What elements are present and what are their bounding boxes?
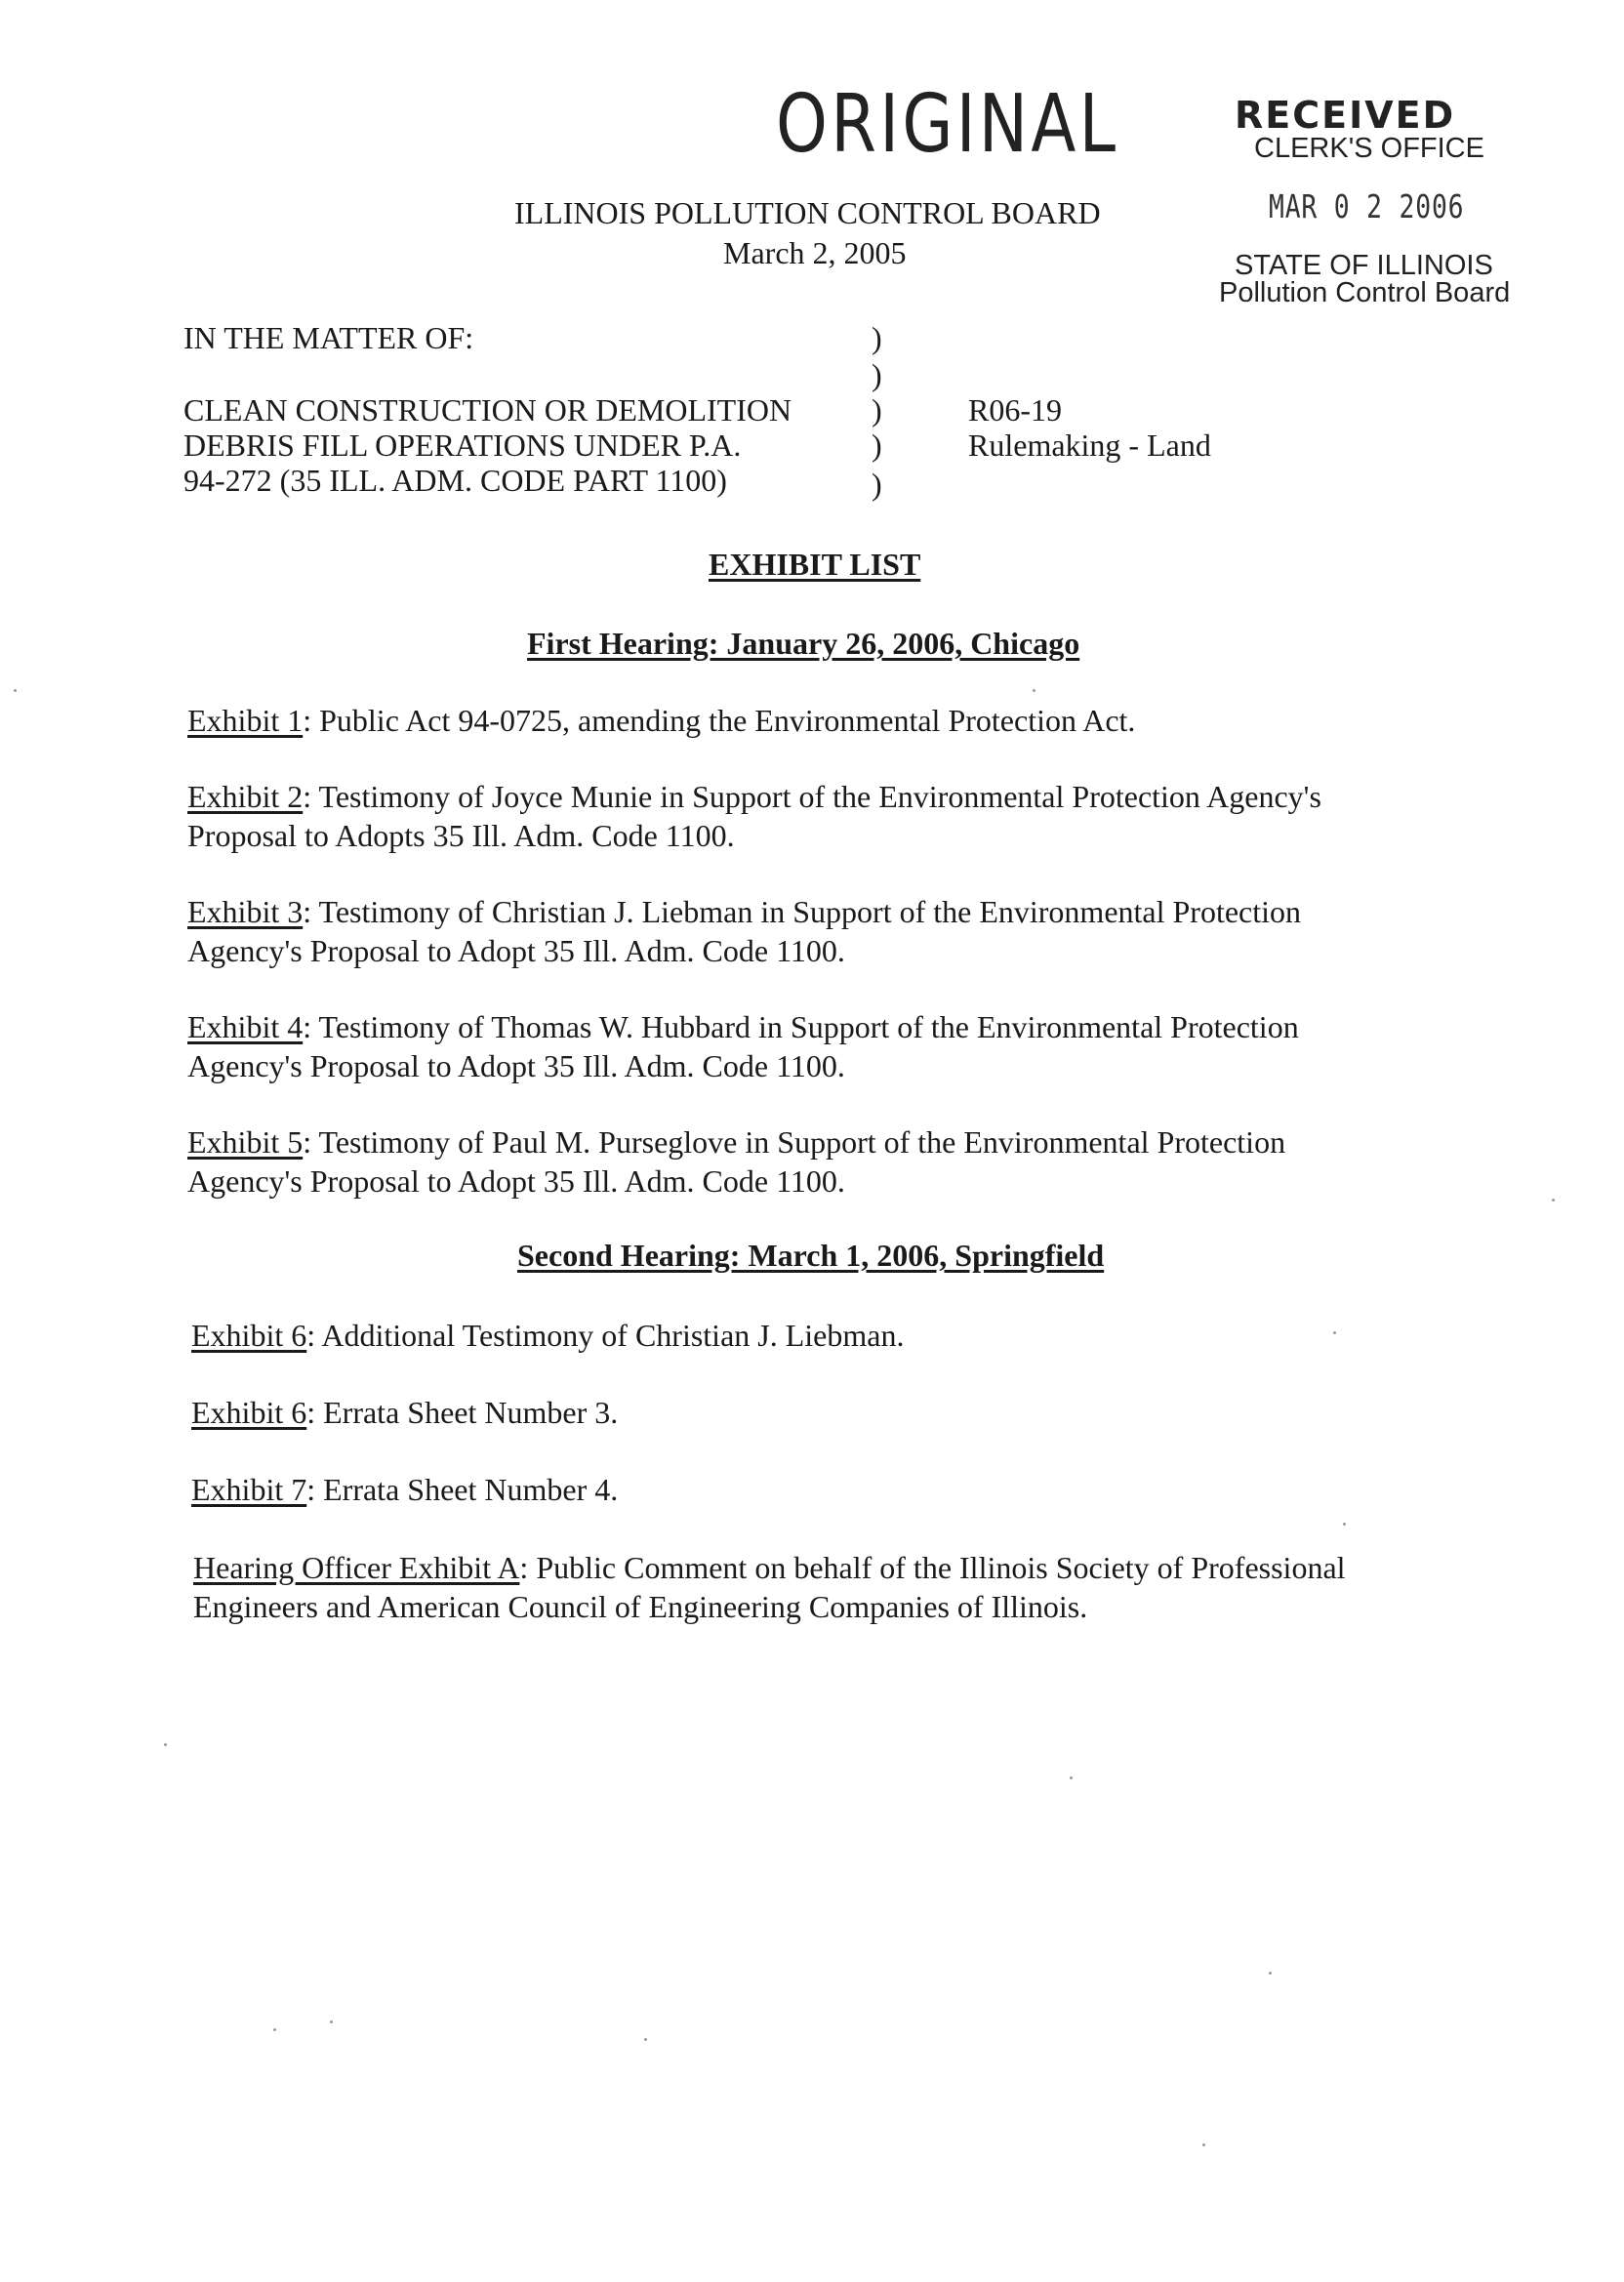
exhibit-description: : Testimony of Christian J. Liebman in Support of the Environmental Protection <box>303 894 1302 929</box>
scan-speck <box>1343 1523 1346 1526</box>
received-stamp-state: STATE OF ILLINOIS <box>1235 250 1493 281</box>
caption-paren: ) <box>872 357 882 392</box>
exhibit-label: Hearing Officer Exhibit A <box>193 1550 520 1585</box>
exhibit-description: : Public Act 94-0725, amending the Environmental Protection Act. <box>303 703 1136 738</box>
exhibit-entry <box>187 1007 1299 1085</box>
exhibit-entry <box>187 892 1301 970</box>
scan-speck <box>273 2028 276 2031</box>
received-stamp-office: CLERK'S OFFICE <box>1254 133 1484 164</box>
section-heading-first-hearing: First Hearing: January 26, 2006, Chicago <box>527 626 1080 661</box>
exhibit-description: : Testimony of Thomas W. Hubbard in Support of the Environmental Protection <box>303 1009 1299 1044</box>
exhibit-description: : Additional Testimony of Christian J. Liebman. <box>306 1318 905 1353</box>
exhibit-entry <box>193 1548 1346 1626</box>
caption-paren: ) <box>872 428 882 463</box>
exhibit-description: : Errata Sheet Number 3. <box>306 1395 619 1430</box>
exhibit-label: Exhibit 4 <box>187 1009 304 1044</box>
exhibit-description-continued: Proposal to Adopts 35 Ill. Adm. Code 1100. <box>187 818 735 853</box>
exhibit-entry <box>187 701 1135 740</box>
exhibit-description: : Testimony of Paul M. Purseglove in Support of the Environmental Protection <box>303 1124 1286 1160</box>
exhibit-description-continued: Agency's Proposal to Adopt 35 Ill. Adm. Code 1100. <box>187 1048 845 1083</box>
in-the-matter-label: IN THE MATTER OF: <box>183 320 474 355</box>
exhibit-label: Exhibit 3 <box>187 894 304 929</box>
exhibit-description: : Errata Sheet Number 4. <box>306 1472 619 1507</box>
exhibit-description: : Public Comment on behalf of the Illinois Society of Professional <box>519 1550 1346 1585</box>
exhibit-entry <box>187 777 1321 855</box>
document-date: March 2, 2005 <box>723 235 907 270</box>
received-stamp-date: MAR 0 2 2006 <box>1269 187 1465 225</box>
caption-line-3: 94-272 (35 ILL. ADM. CODE PART 1100) <box>183 463 727 498</box>
exhibit-entry <box>191 1316 904 1355</box>
section-heading-second-hearing: Second Hearing: March 1, 2006, Springfield <box>517 1238 1105 1273</box>
original-stamp: ORIGINAL <box>776 78 1119 171</box>
docket-number: R06-19 <box>968 392 1062 428</box>
exhibit-entry <box>187 1122 1285 1201</box>
caption-paren: ) <box>872 392 882 428</box>
scan-speck <box>644 2038 647 2041</box>
exhibit-description: : Testimony of Joyce Munie in Support of the Environmental Protection Agency's <box>303 779 1321 814</box>
scan-speck <box>14 689 17 692</box>
board-name: ILLINOIS POLLUTION CONTROL BOARD <box>514 195 1101 230</box>
scan-speck <box>1033 689 1035 692</box>
scan-speck <box>1269 1972 1272 1975</box>
exhibit-description-continued: Agency's Proposal to Adopt 35 Ill. Adm. Code 1100. <box>187 1163 845 1199</box>
exhibit-entry <box>191 1393 618 1432</box>
exhibit-entry <box>191 1470 618 1509</box>
exhibit-label: Exhibit 2 <box>187 779 304 814</box>
caption-paren: ) <box>872 320 882 355</box>
exhibit-list-title: EXHIBIT LIST <box>709 547 921 582</box>
exhibit-label: Exhibit 1 <box>187 703 304 738</box>
caption-paren: ) <box>872 467 882 502</box>
exhibit-label: Exhibit 6 <box>191 1318 307 1353</box>
scan-speck <box>1333 1331 1336 1334</box>
exhibit-label: Exhibit 7 <box>191 1472 307 1507</box>
caption-line-2: DEBRIS FILL OPERATIONS UNDER P.A. <box>183 428 742 463</box>
scan-speck <box>164 1743 167 1746</box>
exhibit-description-continued: Agency's Proposal to Adopt 35 Ill. Adm. Code 1100. <box>187 933 845 968</box>
scan-speck <box>330 2020 333 2023</box>
scan-speck <box>1552 1199 1555 1202</box>
caption-line-1: CLEAN CONSTRUCTION OR DEMOLITION <box>183 392 792 428</box>
received-stamp-board: Pollution Control Board <box>1219 277 1511 308</box>
scan-speck <box>1070 1776 1073 1779</box>
exhibit-description-continued: Engineers and American Council of Engineering Companies of Illinois. <box>193 1589 1088 1624</box>
exhibit-label: Exhibit 5 <box>187 1124 304 1160</box>
exhibit-label: Exhibit 6 <box>191 1395 307 1430</box>
proceeding-type: Rulemaking - Land <box>968 428 1211 463</box>
scan-speck <box>1202 2143 1205 2146</box>
received-stamp-word: RECEIVED <box>1235 94 1456 137</box>
